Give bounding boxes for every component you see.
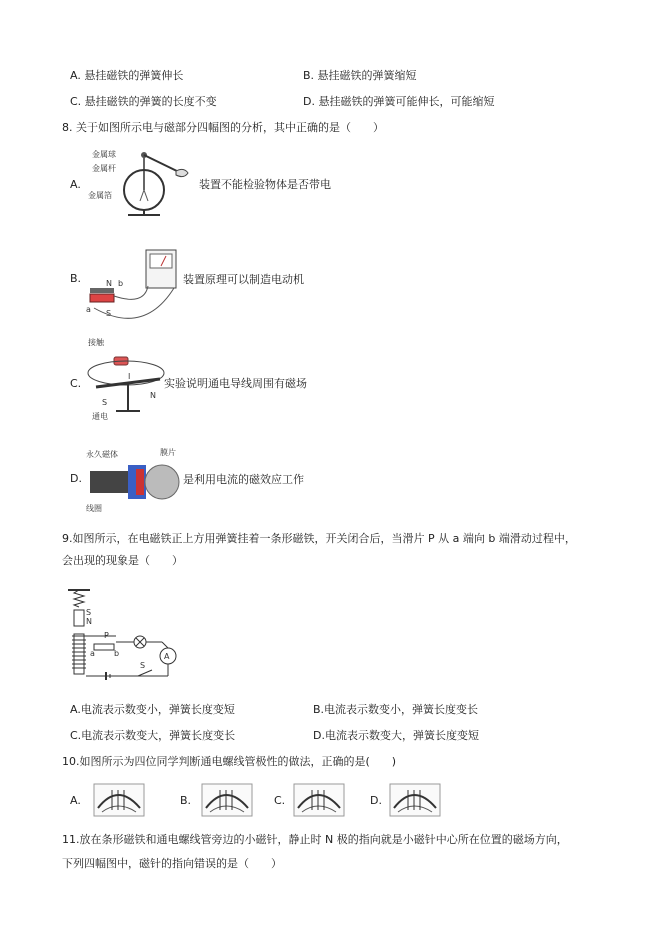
magnet-galvanometer-figure [84,246,184,324]
q10-stem: 10.如图所示为四位同学判断通电螺线管极性的做法，正确的是( ) [62,755,397,768]
label-metal-ball: 金属球 [92,150,116,159]
label-coil: 线圈 [86,504,102,513]
q10-letter-c: C. [274,794,286,807]
label-diaphragm: 膜片 [160,448,176,457]
label-n: N [150,391,156,400]
label-n: N [86,617,92,626]
q8-stem: 8. 关于如图所示电与磁部分四幅图的分析，其中正确的是（ ） [62,121,384,134]
q8-d-caption: 是利用电流的磁效应工作 [183,473,304,486]
label-a: a [86,305,91,314]
q10-letter-a: A. [70,794,81,807]
q9-stem-line1: 9.如图所示，在电磁铁正上方用弹簧挂着一条形磁铁，开关闭合后，当滑片 P 从 a 端向 b 端滑动过程中， [62,532,576,545]
q8-a-letter: A. [70,178,81,191]
hand-coil-figure-b [196,778,258,822]
label-s: S [102,398,108,407]
label-a: a [90,649,95,658]
q7-option-a: A. 悬挂磁铁的弹簧伸长 [70,69,184,82]
electromagnet-circuit-figure [64,586,184,686]
q9-option-a: A.电流表示数变小，弹簧长度变短 [70,703,235,716]
label-b: b [114,649,120,658]
q9-option-c: C.电流表示数变大，弹簧长度变长 [70,729,236,742]
label-current: I [128,372,131,381]
oersted-figure [84,335,168,425]
q8-b-caption: 装置原理可以制造电动机 [183,273,304,286]
q7-option-d: D. 悬挂磁铁的弹簧可能伸长，可能缩短 [303,95,495,108]
q8-d-letter: D. [70,472,82,485]
hand-coil-figure-a [88,778,150,822]
electroscope-figure [86,145,206,220]
label-p: P [104,631,109,640]
q9-option-b: B.电流表示数变小，弹簧长度变长 [313,703,479,716]
q10-letter-d: D. [370,794,382,807]
q8-c-caption: 实验说明通电导线周围有磁场 [164,377,307,390]
label-b: b [118,279,124,288]
label-n: N [106,279,112,288]
hand-coil-figure-c [288,778,350,822]
q7-option-b: B. 悬挂磁铁的弹簧缩短 [303,69,417,82]
q8-c-letter: C. [70,377,82,390]
q11-stem-line2: 下列四幅图中，磁针的指向错误的是（ ） [62,857,282,870]
q10-letter-b: B. [180,794,192,807]
q11-stem-line1: 11.放在条形磁铁和通电螺线管旁边的小磁针，静止时 N 极的指向就是小磁针中心所在位置的磁场方向， [62,833,568,846]
label-permanent-magnet: 永久磁体 [86,450,118,459]
hand-coil-figure-d [384,778,446,822]
label-switch: S [140,661,146,670]
label-metal-rod: 金属杆 [92,164,116,173]
label-ammeter: A [164,652,170,661]
q9-option-d: D.电流表示数变大，弹簧长度变短 [313,729,479,742]
label-power-on: 通电 [92,412,108,421]
q8-b-letter: B. [70,272,82,285]
q7-option-c: C. 悬挂磁铁的弹簧的长度不变 [70,95,217,108]
label-s: S [86,608,92,617]
q9-stem-line2: 会出现的现象是（ ） [62,554,183,567]
label-contact: 接触 [88,338,104,347]
label-s: S [106,309,112,318]
label-metal-foil: 金属箔 [88,191,112,200]
q8-a-caption: 装置不能检验物体是否带电 [199,178,331,191]
microphone-figure [84,445,184,515]
